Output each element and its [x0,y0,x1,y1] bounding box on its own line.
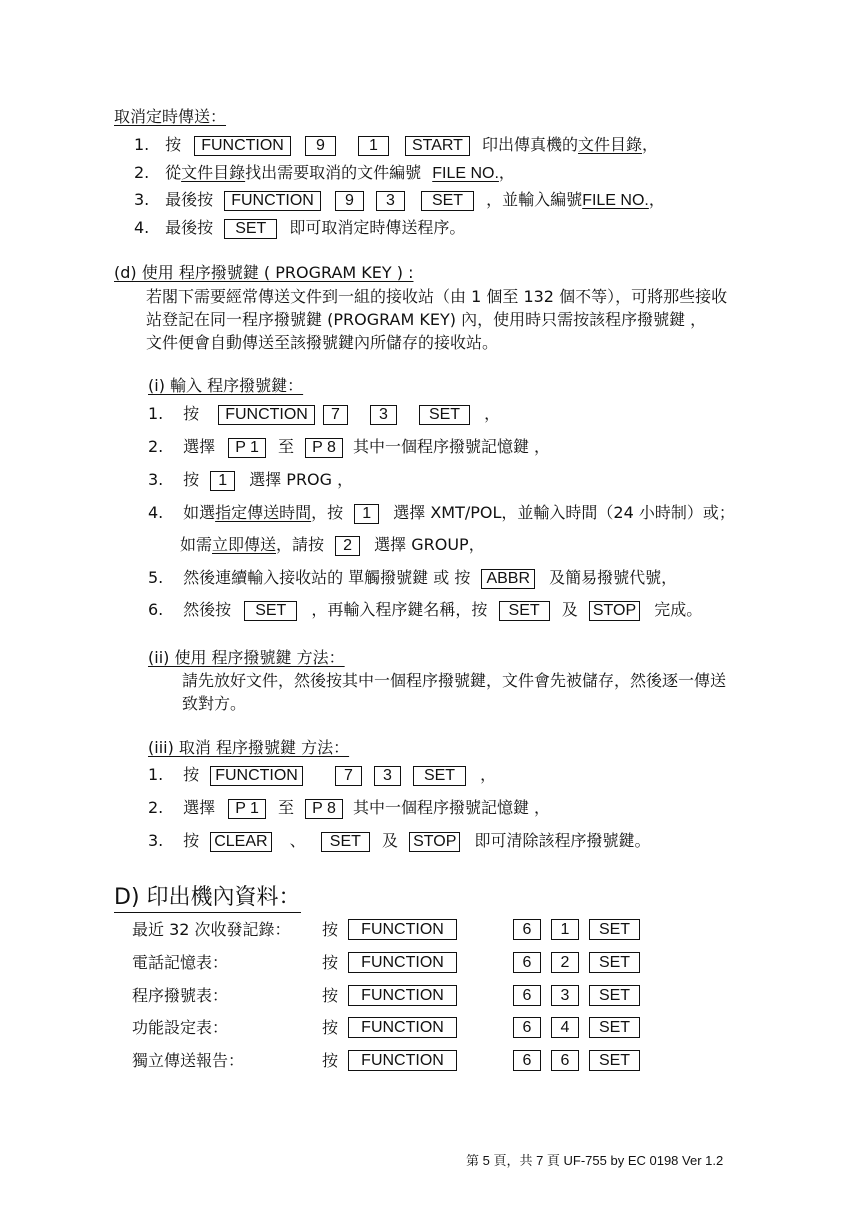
input-step-6: 6. 然後按 SET ，再輸入程序鍵名稱，按 SET 及 STOP 完成。 [148,600,703,619]
key-6: 6 [513,1017,541,1038]
input-step-4: 4. 如選指定傳送時間，按 1 選擇 XMT/POL，並輸入時間（24 小時制）或； [148,503,735,522]
section-ii-line-1: 請先放好文件，然後按其中一個程序撥號鍵，文件會先被儲存，然後逐一傳送 [182,671,727,690]
report-row-label: 獨立傳送報告： [132,1051,245,1070]
key-6: 6 [551,1050,579,1071]
set-key: SET [413,766,466,786]
key-7: 7 [335,766,362,786]
key-4: 4 [551,1017,579,1038]
key-7: 7 [323,405,348,425]
press-label: 按 [322,920,339,939]
clear-step-3: 3. 按 CLEAR 、 SET 及 STOP 即可清除該程序撥號鍵。 [148,831,651,850]
set-key: SET [589,985,640,1006]
set-key: SET [589,1017,640,1038]
key-3: 3 [551,985,579,1006]
press-label: 按 [322,1018,339,1037]
function-key: FUNCTION [210,766,303,786]
key-6: 6 [513,1050,541,1071]
key-3: 3 [374,766,401,786]
set-key: SET [499,601,550,621]
key-2: 2 [335,536,360,556]
p1-key: P 1 [228,799,266,819]
page-footer: 第 5 頁，共 7 頁 UF-755 by EC 0198 Ver 1.2 [466,1153,724,1168]
report-row-label: 最近 32 次收發記錄： [132,920,291,939]
function-key: FUNCTION [224,191,321,211]
section-ii-heading: (ii) 使用 程序撥號鍵 方法： [148,648,345,667]
cancel-timer-heading: 取消定時傳送： [114,107,227,126]
clear-step-1: 1. 按 FUNCTION 7 3 SET ， [148,765,497,784]
set-key: SET [589,952,640,973]
input-step-1: 1. 按 FUNCTION 7 3 SET ， [148,404,501,423]
cancel-step-1: 1. 按 FUNCTION 9 1 START 印出傳真機的文件目錄， [134,135,659,154]
input-step-5: 5. 然後連續輸入接收站的 單觸撥號鍵 或 按 ABBR 及簡易撥號代號， [148,568,678,587]
set-key: SET [589,919,640,940]
input-step-2: 2. 選擇 P 1 至 P 8 其中一個程序撥號記憶鍵 ， [148,437,551,456]
input-step-3: 3. 按 1 選擇 PROG ， [148,470,354,489]
start-key: START [405,136,470,156]
function-key: FUNCTION [348,919,457,940]
cancel-step-4: 4. 最後按 SET 即可取消定時傳送程序。 [134,218,466,237]
set-key: SET [224,219,277,239]
cancel-step-3: 3. 最後按 FUNCTION 9 3 SET ，並輸入編號FILE NO.， [134,190,665,209]
function-key: FUNCTION [348,985,457,1006]
function-key: FUNCTION [194,136,291,156]
clear-step-2: 2. 選擇 P 1 至 P 8 其中一個程序撥號記憶鍵 ， [148,798,551,817]
section-d-para-line-3: 文件便會自動傳送至該撥號鍵內所儲存的接收站。 [146,333,499,352]
section-ii-line-2: 致對方。 [182,694,247,713]
set-key: SET [589,1050,640,1071]
key-1: 1 [358,136,389,156]
function-key: FUNCTION [348,1017,457,1038]
key-1: 1 [551,919,579,940]
section-i-heading: (i) 輸入 程序撥號鍵： [148,376,304,395]
key-3: 3 [376,191,405,211]
abbr-key: ABBR [481,569,535,589]
p8-key: P 8 [305,799,343,819]
key-1: 1 [210,471,235,491]
press-label: 按 [322,1051,339,1070]
cancel-step-2: 2. 從文件目錄找出需要取消的文件編號 FILE NO.， [134,163,515,182]
key-3: 3 [370,405,397,425]
stop-key: STOP [589,601,640,621]
key-6: 6 [513,919,541,940]
key-1: 1 [354,504,379,524]
input-step-4b: 如需立即傳送，請按 2 選擇 GROUP， [180,535,485,554]
section-d-para-line-1: 若閣下需要經常傳送文件到一組的接收站（由 1 個至 132 個不等），可將那些接收 [146,287,728,306]
press-label: 按 [322,986,339,1005]
stop-key: STOP [409,832,460,852]
section-d-para-line-2: 站登記在同一程序撥號鍵 (PROGRAM KEY) 內，使用時只需按該程序撥號鍵 ， [146,310,707,329]
key-6: 6 [513,985,541,1006]
report-row-label: 程序撥號表： [132,986,229,1005]
report-row-label: 功能設定表： [132,1018,229,1037]
set-key: SET [419,405,470,425]
set-key: SET [321,832,370,852]
key-2: 2 [551,952,579,973]
set-key: SET [421,191,474,211]
key-6: 6 [513,952,541,973]
clear-key: CLEAR [210,832,271,852]
p8-key: P 8 [305,438,343,458]
function-key: FUNCTION [348,952,457,973]
p1-key: P 1 [228,438,266,458]
press-label: 按 [322,953,339,972]
section-iii-heading: (iii) 取消 程序撥號鍵 方法： [148,738,350,757]
report-row-label: 電話記憶表： [132,953,229,972]
section-D-heading: D) 印出機內資料： [114,884,301,913]
key-9: 9 [335,191,364,211]
function-key: FUNCTION [218,405,315,425]
section-d-heading: (d) 使用 程序撥號鍵 ( PROGRAM KEY ) : [114,263,414,282]
key-9: 9 [305,136,336,156]
set-key: SET [244,601,297,621]
function-key: FUNCTION [348,1050,457,1071]
